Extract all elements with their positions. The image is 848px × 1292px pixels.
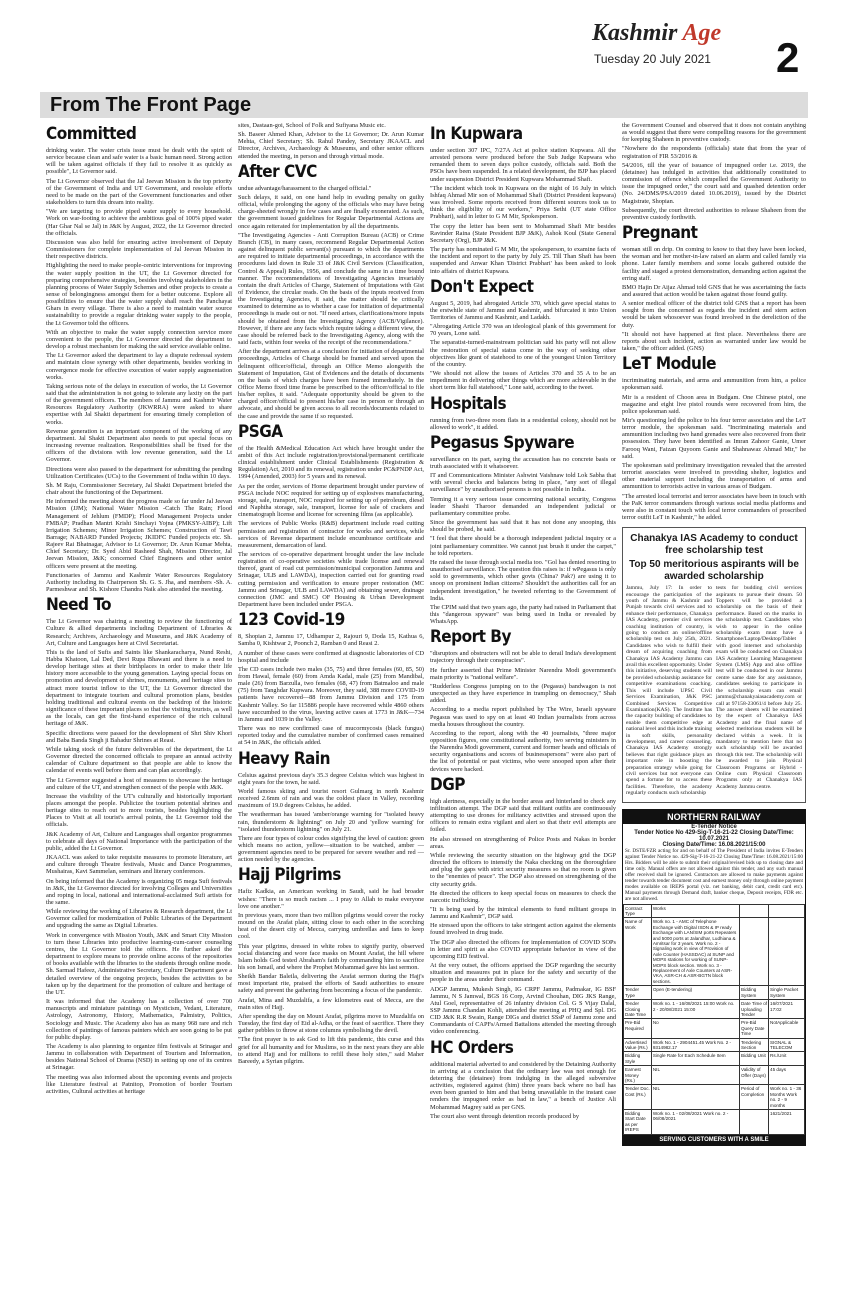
newspaper-logo	[592, 20, 721, 47]
article-paragraph: "disruptors and obstructers will not be able to derail India's development trajectory through their conspiracies".	[430, 650, 616, 665]
article-paragraph: Increase the visibility of the UT's culturally and historically important places amongst the people. Publicize the tourism potential shrines and heritage sites to reach out to more tourists, besides highlighting the Places to Visit at all tourist's arrival points, the Lt Governor told the officials.	[46, 792, 232, 829]
article-paragraph: Such delays, it said, on one hand help in evading penalty on guilty official, while prolonging the agony of the officials who may have being charge-sheeted wrongly in few cases and are finally exonerated. As such, the government issued guidelines for Regular Departmental Actions are once again reiterated for implementation by all the departments.	[238, 193, 424, 230]
tender-cell: Validity of Offer (Days)	[739, 1066, 768, 1085]
tender-cell: Works	[651, 904, 739, 918]
tender-cell: Advertised Value (Rs.)	[624, 1038, 652, 1052]
article-headline: Need To	[46, 595, 112, 616]
tender-cell: 1621/2021	[769, 1110, 805, 1135]
chanakya-advertisement	[622, 527, 806, 802]
article-headline: Hospitals	[430, 393, 507, 414]
article-paragraph: Hafiz Kadkia, an American working in Saudi, said he had broader wishes: "There is so much racism ... I pray to Allah to make everyone love one another."	[238, 888, 424, 910]
tender-row	[624, 1066, 805, 1085]
article-paragraph: According to a media report published by The Wire, Israeli spyware Pegasus was used to spy on at least 40 Indian journalists from across media houses throughout the country.	[430, 706, 616, 728]
article-paragraph: Specific directions were passed for the development of Shri Shiv Khori and Baba Banda Singh ji Bahadur Shrines at Reasi.	[46, 729, 232, 744]
article-paragraph: The Lt Governor asked the department to lay a dispute redressal system and maintain close synergy with other departments, besides working in convergence mode for effective execution of water supply augmentation works.	[46, 352, 232, 381]
article-paragraph: The services of co-operative department brought under the law include registration of co-operative societies while trade license and renewal thereof, grant of road cut permission/municipal corporation Jammu and Srinagar, ULB and LAWDA), inspection carried out for granting road cutting permission and verification to ensure proper restoration (MC Jammu and Srinagar, ULB and LAWDA) and obtaining sewer, drainage connection (JMC and SMC) OF Housing & Urban Development Department have been included under PSGA.	[238, 550, 424, 609]
article-paragraph: This is the land of Sufis and Saints like Shankaracharya, Nund Reshi, Habba Khatoon, Lal Ded, Devi Rupa Bhawani and there is a need to develop heritage sites at their birthplaces in order to make their life history more accessible to the young generation. Laying special focus on promotion and development of shrines, monuments, and heritage sites to attract more tourist inflow to the UT, the Lt Governor directed the department to integrate tourism and cultural promotion plans, besides holding traditional and cultural events on the backdrop of the historic significance of these important places so that the visiting tourists, as well as the locals, can get the first-hand experience of the rich cultural heritage of J&K.	[46, 648, 232, 728]
article-paragraph: BMO Hajin Dr Aijaz Ahmad told GNS that he was ascertaining the facts and assured that action would be taken against those found guilty.	[622, 283, 806, 298]
tender-cell	[739, 904, 768, 918]
tender-notice-title: E-Tender Notice	[691, 823, 737, 830]
article-paragraph: Terming it a very serious issue concerning national security, Congress leader Shashi Tharoor demanded an independent judicial or parliamentary committee probe.	[430, 495, 616, 517]
article-headline: Don't Expect	[430, 276, 534, 297]
article-paragraph: As per the order, services of Home department brought under purview of PSGA include NOC required for setting up of explosives manufacturing, storage, sale, transport, NOC required for setting up of petroleum, diesel and Naphtha storage, sale, transport, license for sale of crackers and cinematograph license and license for screening films (as applicable).	[238, 482, 424, 519]
article-headline: After CVC	[238, 161, 317, 182]
article-paragraph: Highlighting the need to make people-centric interventions for improving the water supply position in the UT, the Lt Governor directed for preparing comprehensive strategies, besides involving stakeholders in the planning process of Water Supply Schemes and other projects to create a sense of belongingness amongst them for a better outcome. Explore all possibilities to ensure that the water supply shall reach the Panchayat Ghars in every village. There is also a need to maintain water source sustainability to provide a regular drinking water supply to the people, the Lt Governor told the officers.	[46, 262, 232, 327]
article-paragraph: The CPIM said that two years ago, the party had raised in Parliament that this "dangerous spyware" was being used in India or revealed by WhatsApp.	[430, 603, 616, 626]
article-paragraph: 8, Shopian 2, Jammu 17, Udhampur 2, Rajouri 9, Doda 15, Kathua 6, Samba 0, Kishtwar 2, Poonch 2, Ramban 0 and Reasi 2.	[238, 633, 424, 648]
tender-cell: Work no. 1 - AMC of Telephone Exchange with Digital ISDN & IP ready Exchange with LAN/SIM ports Repeaters and 5000 ports at Jalandhar, Ludhiana & Amritsar for 3 years. Work no. 2 - Signaling work in view of Provision of Axle Counter (HASSDAC) at SUNP and MOPS stations for working of SUNP-MOPS block section. Work no. 3 - Replacement of Axle Counters at ASR-VKA, ASR-CH & ASR-BGTN block sections.	[651, 918, 739, 986]
article-paragraph: "The first prayer is to ask God to lift this pandemic, this curse and this grief for all humanity and for Muslims, so in the next years they are able to attend Hajj and for millions to refill these holy sites," said Maher Bareedy, a Syrian pilgrim.	[238, 1036, 424, 1065]
article-paragraph: drinking water. The water crisis issue must be dealt with the spirit of service because clean and safe water is a basic human need. Strong action will be taken against officials if they fail to resolve it as quickly as possible", Lt Governor said.	[46, 147, 232, 176]
article-paragraph: The court also went through detention records produced by	[430, 1112, 579, 1120]
article-headline: 123 Covid-19	[238, 610, 345, 631]
tender-cell: Tender Doc. Cost (Rs.)	[624, 1085, 652, 1110]
tender-cell: NIL	[651, 1085, 739, 1110]
article-paragraph: Mir's questioning led the police to his four terror associates and the LeT terror module, the spokesman said. "Incriminating materials and ammunition including two hand grenades were also recovered from their possession. They have been identified as Imran Zahoor Ganie, Umer Farooq Wani, Faizan Quyoom Ganie and Shahnawaz Ahmad Mir," he said.	[622, 417, 806, 460]
article-headline: HC Orders	[430, 1037, 514, 1058]
article	[238, 610, 424, 746]
column-2	[238, 122, 424, 1282]
tender-cell: Single Rate for Each Schedule Item	[651, 1052, 739, 1066]
article-paragraph: "Nowhere do the respondents (officials) state that from the year of registration of FIR 53/2016 &	[622, 145, 806, 160]
article-paragraph: Sh. M Raju, Commissioner Secretary, Jal Shakti Department briefed the chair about the functioning of the Department.	[46, 481, 232, 497]
article-paragraph: He further asserted that Prime Minister Narendra Modi government's main priority is "national welfare".	[430, 666, 616, 681]
article-paragraph: Work in convergence with Mission Youth, J&K and Smart City Mission to turn these Libraries into productive learning-cum-career counseling centres, the Lt Governor told the officers. He further asked the department to explore means to provide online access of the repositories of books available with the libraries to the students through online mode. Sh. Sarmad Hafeez, Administrative Secretary, Culture Department gave a detailed overview of the ongoing projects, besides the activities to be taken up by the department for the promotion of culture and heritage of the UT.	[46, 931, 232, 996]
article-paragraph: Revenue generation is an important component of the working of any department. Jal Shakti Department also needs to put special focus on increasing revenue realization. Responsibilities shall be fixed for the officers of the divisions with low revenue generation, said the Lt Governor.	[46, 427, 232, 464]
tender-cell: Contract Type	[624, 904, 652, 918]
article	[622, 122, 806, 221]
article-paragraph: There was no new confirmed case of mucormycosis (black fungus) reported today and the cumulative number of confirmed cases remained at 54 in J&K, the officials added.	[238, 725, 424, 747]
tender-row	[624, 1000, 805, 1019]
tender-cell: 45 days	[769, 1066, 805, 1085]
article-paragraph: 54/2016, till the year of issuance of impugned order i.e. 2019, the (detainee) has indulged in activities that additionally constituted to commission of offence which compelled the Government Authority to issue the impugned order," the court said and quashed detention order (No. 24/DMS/PSA/2019 dated 10.06.2019), issued by the District Magistrate, Shopian.	[622, 161, 806, 205]
tender-cell: Earnest Money (Rs.)	[624, 1066, 652, 1085]
article	[622, 223, 806, 352]
article-paragraph: "The Investigating Agencies - Anti Corruption Bureau (ACB) or Crime Branch (CB), in many cases, recommend Regular Departmental Action against delinquent public servant(s) pursuant to which the departments are required to initiate departmental proceedings, in accordance with the procedures laid down in Rule 33 of J&K Civil Services (Classification, Control & Appeal) Rules, 1956, and conclude the same in a time bound manner. The recommendations of Investigating Agencies invariably contain the draft Articles of Charge, Statement of Imputations with Gist of Evidence, the circular reads. On the basis of the inputs received from the Investigating Agencies, it said, the matter should be critically examined to determine as to whether a case for initiation of departmental proceedings is made out or not. "If need arises, clarifications/more inputs should be obtained from the Investigating Agency (ACB/Vigilance). However, if there are any facts which require taking a different view, the case should be referred back to the Investigating Agency, along with the said facts, within four weeks of the receipt of the recommendations."	[238, 231, 424, 347]
column-1	[46, 122, 232, 1282]
tender-cell: Work no. 1 - 36 Months Work no. 2 - 9 months	[769, 1085, 805, 1110]
tender-row	[624, 1038, 805, 1052]
article-paragraph: While taking stock of the future deliverables of the department, the Lt Governor directed the concerned officials to prepare an annual activity calendar of Culture department so that people are able to know the calendar of events well before them and can plan accordingly.	[46, 745, 232, 775]
article-paragraph: Celsius against previous day's 35.3 degree Celsius which was highest in eight years for the town, he said.	[238, 771, 424, 786]
logo-accent-text: Age	[682, 20, 722, 46]
tender-cell	[739, 918, 768, 986]
article	[430, 1038, 616, 1120]
section-title: From The Front Page	[50, 94, 252, 116]
article	[430, 775, 616, 1036]
article	[238, 865, 424, 1065]
article	[238, 749, 424, 864]
article-paragraph: "The arrested local terrorist and terror associates have been in touch with the PaK terror commanders through various social media platforms and were also in constant touch with local terror commanders of proscribed terror outfit LeT in Kashmir," he added.	[622, 492, 806, 522]
article-headline: DGP	[430, 774, 465, 795]
article-paragraph: Discussion was also held for ensuring active involvement of Deputy Commissioners for complete implementation of Jal Jeevan Mission in their respective districts.	[46, 238, 232, 261]
tender-cell: Work no. 1 - 02/08/2021 Work no. 2 - 06/08/2021	[651, 1110, 739, 1135]
article-paragraph: "The incident which took in Kupwara on the night of 16 July in which Ishfaq Ahmad Mir son of Mohammad Shafi (District President kupwara) was involved. Some reports received from different sources took us to think the eligibility of our workers," Priya Sethi (UT state Office Prabhari), said in letter to G M Mir, Spokesperson.	[430, 184, 616, 221]
article-paragraph: The party has nominated G M Mir, the spokesperson, to examine facts of the incident and report to the party by July 25. Till Than Shafi has been suspended and Anwar Khan 'District Prabhari' has been asked to look into affairs of district Kupwara.	[430, 246, 616, 275]
article-paragraph: A senior medical officer of the district told GNS that a report has been sought from the concerned as regards the incident and stern action would be taken whosoever was found involved in the dereliction of the duty.	[622, 300, 806, 329]
article-headline: Pregnant	[622, 223, 698, 244]
article-headline: PSGA	[238, 421, 283, 442]
article	[238, 122, 424, 160]
article-headline: Report By	[430, 627, 511, 648]
tender-cell	[739, 1110, 768, 1135]
article-paragraph: running from two-three room flats in a residential colony, should not be allowed to work", it added.	[430, 416, 616, 431]
article-paragraph: On being informed that the Academy is organizing 05 mega Sufi festivals in J&K, the Lt Governor directed for involving Colleges and Universities and roping in local, national and international-acclaimed Sufi artists for the same.	[46, 877, 232, 906]
article-headline: In Kupwara	[430, 124, 523, 144]
tender-cell: NotApplicable	[769, 1019, 805, 1038]
article-paragraph: woman still on drip. On coming to know to that they have been locked, the woman and her mother-in-law raised an alarm and called family via phone. Later family members and some locals gathered outside the facility and staged a protest demonstration, demanding action against the erring staff.	[622, 246, 806, 282]
article-paragraph: ADGP Jammu, Mukesh Singh, IG CRPF Jammu, Padmakar, IG BSF Jammu, N S Jamwal, BGS 16 Corp, Arvind Chouhan, DIG JKS Range, Atul Goel, representative of 26 infantry division Col. G S Vijay Dalal, SSP Jammu Chandan Kohli, attended the meeting at PHQ and Spl. DG CID J&K R.R Swain, Range DIGs and district SSsP of Jammu zone and Commandants of CAPFs/Armed Battalions attended the meeting through video conferencing.	[430, 985, 616, 1036]
tender-cell: Date Time of Uploading Tender	[740, 1001, 768, 1017]
article-paragraph: He stressed upon the officers to take stringent action against the elements found involved in drug trade.	[430, 922, 616, 937]
page-number: 2	[776, 34, 800, 81]
tender-cell: Bidding Start Date as per IREPS	[624, 1110, 652, 1135]
article-paragraph: "It is being used by the inimical elements to fund militant groups in Jammu and Kashmir", DGP said.	[430, 905, 616, 921]
article-paragraph: While reviewing the working of Libraries & Research department, the Lt Governor called for modernization of Public Libraries of the Department and upgrading the same as Digital Libraries.	[46, 908, 232, 930]
article-paragraph: incriminating materials, and arms and ammunition from him, a police spokesman said.	[622, 377, 806, 392]
tender-cell: NIL	[651, 1066, 739, 1085]
article-paragraph: of the Health &Medical Education Act which have brought under the ambit of this Act include registration/provisional/permanent certificate clinical establishment under Clinical Establishments (Registration & Regulation) Act, 2010 and its renewal, registration under PC&PNDP Act, 1994 (Amended, 2003) for 5 years and its renewal.	[238, 444, 424, 481]
article-paragraph: "We are targeting to provide piped water supply to every household. Work on war-footing to achieve the ambitious goal of 100% piped water (Har Ghar Nal se Jal) in J&K by August, 2022, the Lt Governor directed the officials.	[46, 208, 232, 237]
article-paragraph: Sheikh Bandar Baleila, delivering the Arafat sermon during the Hajj's most important rite, praised the efforts of Saudi authorities to ensure safety and prevent the gathering from becoming a focus of the pandemic.	[238, 973, 424, 995]
article-paragraph: surveillance on its part, saying the accusation has no concrete basis or truth associated with it whatsoever.	[430, 455, 616, 470]
article-paragraph: sites, Dastaan-goi, School of Folk and Sufiyana Music etc.	[238, 122, 386, 129]
article-paragraph: The services of Public Works (R&B) department include road cutting permission and registration of contractor for works and services, while services of Revenue department include encumbrance certificate and measurement, demarcation of land.	[238, 520, 424, 549]
article-paragraph: Mir is a resident of Choon area in Budgam. One Chinese pistol, one magazine and eight live pistol rounds were recovered from him, the police spokesman said.	[622, 393, 806, 415]
article-paragraph: JKAACL was asked to take requisite measures to promote literature, art and culture through Theatre festivals, Music and Dance Programmes, Mushairas, Kavi Sammelan, seminars and literary conferences.	[46, 854, 232, 876]
issue-date: Tuesday 20 July 2021	[594, 52, 711, 66]
tender-row	[624, 1052, 805, 1066]
article-paragraph: "It should not have happened at first place. Nevertheless there are reports about such incident, action as warranted under law would be taken," the officer added. (GNS)	[622, 330, 806, 353]
article-paragraph: A number of these cases were confirmed at diagnostic laboratories of CD hospital and include	[238, 649, 424, 664]
article-paragraph: The copy the letter has been sent to Mohammad Shafi Mir besides Ravinder Raina (State President BJP J&K), Ashok Koul (State General Secretary (Org), BJP J&K.	[430, 222, 616, 244]
tender-row	[624, 1019, 805, 1038]
ad-title: Chanakya IAS Academy to conduct free scholarship test	[630, 533, 798, 557]
article-paragraph: August 5, 2019, had abrogated Article 370, which gave special status to the erstwhile state of Jammu and Kashmir, and bifurcated it into Union Territories of Jammu and Kashmir, and Ladakh.	[430, 299, 616, 321]
section-banner	[40, 92, 808, 118]
tender-cell: Open (E-tendering)	[651, 986, 739, 1000]
article-headline: Pegasus Spyware	[430, 432, 575, 453]
article-paragraph: The Lt Governor observed that the Jal Jeevan Mission is the top priority of the Government of India and UT Government, and resolute efforts need to be made on the part of the Government functionaries and other stakeholders to turn this dream into reality.	[46, 177, 232, 207]
logo-main-text: Kashmir	[592, 20, 683, 46]
article-paragraph: After spending the day on Mount Arafat, pilgrims move to Muzdalifa on Tuesday, the first day of Eid al-Adha, or the feast of sacrifice. There they gather pebbles to throw at stone columns symbolising the devil.	[238, 1012, 424, 1035]
article	[430, 394, 616, 431]
tender-cell: Tender Type	[624, 986, 652, 1000]
article-paragraph: Functionaries of Jammu and Kashmir Water Resources Regulatory Authority including its Chairperson Sh. G. S. Jha, and members -Sh. A. Parmeshwar and Sh. Kishore Chandra Naik also attended the meeting.	[46, 571, 232, 594]
tender-body: Sr. DSTE/FZR acting for and on behalf of The President of India invites E-Tenders against Tender Notice no. 429-Sig-T-16-21-22 Closing Date/Time: 16.08.2021/15:00 Hrs. Bidders will be able to submit their original/revised bids up to closing date and time only. Manual offers are not allowed against this tender, and any such manual offer received shall be ignored. Contractors are allowed to make payments against tender towards tender document cost and earnest money only through online payment modes available on IREPS portal (viz. net banking, debit card, credit card etc). Manual payments through Demand draft, banker cheque, Deposit receipts, FDR etc. are not allowed.	[625, 847, 803, 902]
tender-cell: 16/07/2021 17:02	[769, 1000, 805, 1019]
article-paragraph: under section 307 IPC, 7/27A Act at police station Kupwara. All the arrested persons were produced before the Sub Judge Kupwara who remanded them to seven days police custody, officials said. Both the PSOs have been suspended. In a related development, the BJP has placed under suspension District President Kupwara Mohammad Shafi.	[430, 147, 616, 183]
tender-cell: Single Packet System	[769, 986, 805, 1000]
article-paragraph: He directed the officers to keep special focus on measures to check the narcotic trafficking.	[430, 889, 616, 904]
article-paragraph: The meeting was also informed about the upcoming events and projects like Literature festival at Patnitop, Promotion of border Tourism activities, Cultural activities at heritage	[46, 1073, 232, 1095]
ad-text-left: Jammu, July 17: In order to encourage the participation of the youth of Jammu & Kashmir and Punjab towards civil services and to enhance their performance, Chanakya IAS Academy, premier civil services coaching institution of country, is going to conduct an online/offline scholarship test on July 25th, 2021. Candidates who wish to fulfill their dream of acquiring coaching from Chanakya IAS Academy Jammu can avail this excellent opportunity. Under this initiative, deserving students will be provided scholarship assistance for competitive examinations coaching. This will include UPSC Civil Services Examination, J&K PSC Combined Services Competitive Examination(KAS). The Institute has the capacity building of candidates to enable them competitive edge at national level and this include training in soft skills, personality development, and career counseling. Chanakya IAS Academy strongly believes that right guidance plays an important role in boosting the preparation strategy while going for civil services but not everyone can spend a fortune for to access these facilities. Therefore, the academy regularly conducts such scholarship	[626, 585, 712, 797]
article-paragraph: He informed the meeting about the progress made so far under Jal Jeevan Mission (JJM); National Water Mission -Catch The Rain; Flood Management of Jehlum (FMDP); Flood Management Projects under FMBAP; Pradhan Mantri Krishi Sinchayi Yojna (PMKSY-AIBP); Lift Irrigation Schemes; Minor Irrigation Schemes; Construction of Tawi Barrage; NABARD Funded Projects; JKIDFC Funded projects etc. Sh. Rajeev Rai Bhatnagar, Advisor to Lt Governor; Dr. Arun Kumar Mehta, Chief Secretary; Dr. Syed Abid Rasheed Shah, Mission Director, Jal Jeevan Mission, J&K; concerned Chief Engineers and other senior officers were present at the meeting.	[46, 498, 232, 570]
tender-row	[624, 986, 805, 1000]
article-paragraph: Arafat, Mina and Muzdalifa, a few kilometres east of Mecca, are the main sites of Hajj.	[238, 996, 424, 1011]
article-paragraph: It was informed that the Academy has a collection of over 700 manuscripts and miniature paintings on Mysticism, Vedant, Literature, Astrology, Astronomy, History, Mathematics, Palmistry, Politics, Sociology and Music. The Academy also has as many 968 rare and rich collection of paintings of famous painters which are soon going to be put for public display.	[46, 998, 232, 1041]
article-paragraph: "Abrogating Article 370 was an ideological plank of this government for 70 years, Lone said.	[430, 323, 616, 338]
article-paragraph: The Lt Governor was chairing a meeting to review the functioning of Culture & allied departments including Department of Libraries & Research; Archives, Archaeology and Museums, and J&K Academy of Art, Culture and Languages here at Civil Secretariat.	[46, 618, 232, 647]
tender-cell: Pre-Bid Query Date Time	[739, 1019, 768, 1038]
ad-text-right: tests for budding civil services aspirants to pursue their dream. 50 Toppers will be provided a scholarship on the basis of their performance. Based on the marks in the scholarship test. Candidates who wish to appear in the online scholarship exam must have a Smartphone/Laptop/Desktop/Tablet with good internet and scholarship exam will be conducted on Chanakya IAS Academy Learning Management System (LMS) App and also offline test will be conducted in our Jammu centre same date for any assistance, candidates seeking to participate in the scholarship exam can email jammu@chanakyaiasacademy.com or call at 97158-23061/4 before July 25. The answer sheets will be examined by the expert of Chanakya IAS Academy and the final name of selected meritorious students will be declared within a week. It is mandatory to mention here that no such scholarship will be awarded through this test. The scholarship will be awarded to join Physical Classroom Programs or Hybrid - Online cum Physical Classroom Programs only at Chanakya IAS Academy Jammu centre.	[716, 585, 802, 790]
article-paragraph: "We should not allow the issues of Articles 370 and 35 A to be an impediment in delivering other things which are more achievable in the short term like full statehood," Lone said, according to the tweet.	[430, 370, 616, 392]
article-headline: LeT Module	[622, 354, 717, 375]
article-paragraph: The weatherman has issued 'amber/orange warning for "isolated heavy rain, thunderstorm & lightning" on July 20 and 'yellow warning' for "isolated thunderstorm lightning" on July 21.	[238, 811, 424, 833]
tender-closing-line: Closing Date/Time: 16.08.2021/15:00	[662, 841, 766, 848]
article-paragraph: With an objective to make the water supply connection service more convenient to the people, the Lt Governor directed the department to develop a robust mechanism for making the said service available online.	[46, 328, 232, 351]
article	[238, 162, 424, 420]
article-paragraph: The spokesman said preliminary investigation revealed that the arrested terrorist associates were involved in providing shelter, logistics and other material support including the transportation of arms and ammunition to terrorists active in various areas of Budgam.	[622, 461, 806, 491]
tender-cell: Period of Completion	[739, 1085, 768, 1110]
article-paragraph: Subsequently, the court directed authorities to release Shaheen from the preventive custody forthwith.	[622, 206, 806, 221]
article-paragraph: After the department arrives at a conclusion for initiation of departmental proceedings, Articles of Charge should be framed and served upon the delinquent officer/official, through an Office Memo alongwith the Statement of Imputation, Gist of Evidences and the details of documents on the basis of which charges have been framed immediately. In the Office Memo fixed time frame be prescribed to the officer/official to file his/her replies, it said. "Adequate opportunity should be given to the charged officer/official to present his/her case in person or through an advocate, and should be given access to all records/documents related to the case and provide the same if so requested.	[238, 348, 424, 420]
tender-cell: Work no. 1 - 16/08/2021 15:00 Work no. 2 - 20/08/2021 15:00	[651, 1000, 739, 1019]
tender-cell: No	[651, 1019, 739, 1038]
tender-cell: Rs./Unit	[769, 1052, 805, 1066]
tender-row	[624, 1110, 805, 1135]
article-paragraph: Directions were also passed to the department for submitting the pending Utilization Certificates (UCs) to the Government of India within 10 days.	[46, 465, 232, 480]
article-paragraph: "I feel that there should be a thorough independent judicial inquiry or a joint parliamentary committee. We cannot just brush it under the carpet," he told reporters.	[430, 535, 616, 557]
article-paragraph: high alertness, especially in the border areas and hinterland to check any infiltration attempt. The DGP said that militant outfits are continuously attempting to use drones for militancy activities and stressed upon the officers to remain extra vigilant and alert so that their evil attempts are foiled.	[430, 797, 616, 834]
tender-row	[624, 904, 805, 918]
article	[46, 124, 232, 593]
article-paragraph: He also stressed on strengthening of Police Posts and Nakas in border areas.	[430, 835, 616, 850]
article-headline: Heavy Rain	[238, 748, 330, 769]
tender-cell: Name of Work	[624, 918, 652, 986]
article-paragraph: The CD cases include two males (35, 75) and three females (60, 85, 50) from Hawal, female (60) from Amda Kadal, male (25) from Mandibal, male (26) from Barzulla, two females (68, 47) from Batmaloo and male (75) from Tanghdar Kupwara. Moreover, they said, 388 more COVID-19 patients have recovered—88 from Jammu Division and 175 from Kashmir Valley. So far 115886 people have recovered while 4860 others have succumbed to the virus, leaving active cases at 1773 in J&K—734 in Jammu and 1039 in the Valley.	[238, 665, 424, 723]
article-paragraph: The Lt Governor suggested a host of measures to showcase the heritage and culture of the UT, and strengthen connect of the people with J&K.	[46, 776, 232, 791]
article-paragraph: At the very outset, the officers apprised the DGP regarding the security situation and measures put in place for the safety and security of the people in the areas under their command.	[430, 962, 616, 984]
article-paragraph: the Government Counsel and observed that it does not contain anything as would suggest that there were compelling reasons for the government for keeping Shaheen in preventive custody.	[622, 122, 806, 144]
article	[622, 354, 806, 521]
article	[238, 422, 424, 608]
tender-cell: SIGNAL & TELECOM	[769, 1038, 805, 1052]
article-paragraph: According to the report, along with the 40 journalists, "three major opposition figures, one constitutional authority, two serving ministers in the Narendra Modi government, current and former heads and officials of security organisations and scores of businesspersons" were also part of the list of potential or past victims, who were snooped upon after their devices were hacked.	[430, 729, 616, 773]
tender-cell: Bidding System	[739, 986, 768, 1000]
tender-cell	[769, 918, 805, 986]
tender-header: NORTHERN RAILWAY	[623, 810, 805, 824]
tender-cell: Tendering Section	[739, 1038, 768, 1052]
article-paragraph: The Academy is also planning to organize film festivals at Srinagar and Jammu in collaboration with Department of Tourism and Information, besides National School of Drama (NSD) in setting up one of its centres at Srinagar.	[46, 1042, 232, 1072]
column-4	[622, 122, 806, 1282]
article-paragraph: "Rudderless Congress jumping on to the (Pegasus) bandwagon is not unexpected as they have experience in trampling on democracy," Shah added.	[430, 682, 616, 705]
article-headline: Hajj Pilgrims	[238, 865, 341, 886]
ad-subtitle: Top 50 meritorious aspirants will be awarded scholarship	[629, 559, 799, 583]
article-paragraph: additional material adverted to and considered by the Detaining Authority in arriving at a conclusion that the ordinary law was not enough for deterring the (detainee) from indulging in the alleged subversive activities, registered against (him) three years back where no bail has even been granted to him and that being unavailable in the instant case renders the impugned order as bad in law," a bench of Justice Ali Mohammad Magrey said as per GNS.	[430, 1060, 616, 1111]
tender-cell: Work No. 1 - 2904451.45 Work No. 2 - 9314982.17	[651, 1038, 739, 1052]
article-paragraph: undue advantage/harassment to the charged official."	[238, 184, 372, 192]
article	[430, 124, 616, 275]
article-paragraph: J&K Academy of Art, Culture and Languages shall organize programmes to celebrate all days of National Importance with the participation of the public, added the Lt Governor.	[46, 830, 232, 852]
article	[430, 277, 616, 392]
tender-cell	[769, 904, 805, 918]
article-paragraph: The separatist-turned-mainstream politician said his party will not allow the restoration of special status come in the way of seeking other objectives like grant of statehood to one of the youngest Union Territory of the country.	[430, 339, 616, 368]
tender-row	[624, 1085, 805, 1110]
tender-row	[624, 918, 805, 986]
article	[46, 595, 232, 1095]
article-paragraph: He raised the issue through social media too. "Gol has denied resorting to unauthorised surveillance. The question this raises is: if wPegasus is only sold to governments, which other govts (China? Pak?) are using it to snoop on prominent Indian citizens? Shouldn't the authorities call for an independent investigation," he tweeted referring to the Government of India.	[430, 558, 616, 602]
tender-cell: Bidding Style	[624, 1052, 652, 1066]
tender-cell: Tender Closing Date Time	[624, 1000, 652, 1019]
article-paragraph: World famous skiing and tourist resort Gulmarg in north Kashmir received 2.6mm of rain and was the coldest place in Valley, recording maximum of 19.0 degrees Celsius, he added.	[238, 787, 424, 810]
tender-table	[623, 904, 805, 1135]
masthead	[0, 0, 848, 88]
article-headline: Committed	[46, 124, 137, 144]
article	[430, 627, 616, 773]
article-paragraph: The DGP also directed the officers for implementation of COVID SOPs in letter and spirit as also COVID appropriate behavior in view of the upcoming EID festival.	[430, 938, 616, 960]
article-paragraph: IT and Communications Minister Ashwini Vaishnaw told Lok Sabha that with several checks and balances being in place, "any sort of illegal surveillance" by unauthorised persons is not possible in India.	[430, 472, 616, 494]
article-paragraph: There are four types of colour codes signifying the level of caution: green which means no action, yellow—situation to be watched, amber —government agencies need to be prepared for severe weather and red —action needed by the agencies.	[238, 834, 424, 864]
tender-cell: Pre-Bid Required	[624, 1019, 652, 1038]
article-paragraph: In previous years, more than two million pilgrims would cover the rocky mound on the Arafat plain, sitting close to each other in the scorching heat of the desert city of Mecca, carrying umbrellas and fans to keep cool.	[238, 911, 424, 941]
article	[430, 433, 616, 625]
article-paragraph: Taking serious note of the delays in execution of works, the Lt Governor said that the administration is not going to tolerate any laxity on the part of the government officers. The members of Jammu and Kashmir Water Resources Regulatory Authority (JKWRRA) were asked to share expertise with Jal Shakti department for ensuring timely completion of works.	[46, 382, 232, 426]
tender-cell: Bidding Unit	[739, 1052, 768, 1066]
article-paragraph: While reviewing the security situation on the highway grid the DGP directed the officers to intensify the Naka checking on the thoroughfare and plug the gaps with strict security measures so that no room is given to the "enemies of peace". The DGP also stressed on strengthening of the city security grids.	[430, 851, 616, 888]
tender-footer: SERVING CUSTOMERS WITH A SMILE	[623, 1135, 805, 1145]
article-paragraph: Sh. Baseer Ahmed Khan, Advisor to the Lt Governor; Dr. Arun Kumar Mehta, Chief Secretary; Sh. Rahul Pandey, Secretary JKAACL and Director, Archives, Archaeology & Museums, and other senior officers attended the meeting, in person and through virtual mode.	[238, 131, 424, 160]
tender-notice	[622, 809, 806, 1146]
tender-notice-line: Tender Notice No 429-Sig-T-16-21-22 Closing Date/Time: 10.07.2021	[634, 829, 794, 842]
article-paragraph: This year pilgrims, dressed in white robes to signify purity, observed social distancing and wore face masks on Mount Arafat, the hill where Islam holds God tested Abraham's faith by commanding him to sacrifice his son Ismail, and where the Prophet Mohammad gave his last sermon.	[238, 942, 424, 971]
column-3	[430, 122, 616, 1282]
article-paragraph: Since the government has said that it has not done any snooping, this should be probed, he said.	[430, 519, 616, 534]
